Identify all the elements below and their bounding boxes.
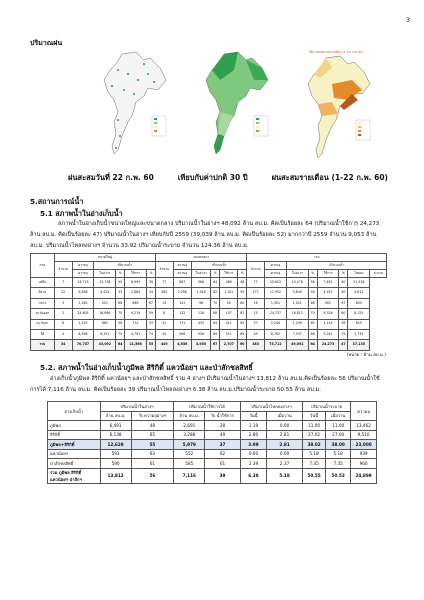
reservoir-name: รวม ภูมิพล สิริกิติ์ แควน้อยฯ ป่าสักฯ — [48, 468, 101, 483]
table-cell: 1,299 — [286, 319, 308, 329]
col-header: % — [147, 270, 156, 278]
table-cell: 34 — [54, 340, 72, 350]
table-cell: 89 — [211, 329, 220, 339]
table-cell: 283 — [155, 288, 173, 298]
table-cell: 7 — [54, 278, 72, 288]
map-caption-daily: ฝนสะสมวันที่ 22 ก.พ. 60 — [68, 173, 154, 182]
col-header: ไหลลง — [348, 270, 370, 278]
table-cell: 2,864 — [125, 288, 147, 298]
table-cell: 449 — [155, 340, 173, 350]
sub-header: ปริมาณน้ำ — [286, 262, 386, 270]
table-cell: 521 — [94, 298, 116, 308]
table-cell: 0.00 — [240, 449, 266, 459]
table-cell: 0.00 — [267, 449, 303, 459]
table-cell: 1,735 — [348, 329, 370, 339]
table-cell: 6.38 — [240, 468, 266, 483]
map-caption-monthly: ฝนสะสมรายเดือน (1-22 ก.พ. 60) — [271, 173, 388, 182]
table-cell: 75,712 — [265, 340, 287, 350]
table-cell: 605 — [348, 298, 370, 308]
paragraph-main-reservoirs: อ่างเก็บน้ำภูมิพล สิริกิติ์ แควน้อยฯ และป่าสักชลสิทธิ์ รวม 4 อ่างฯ มีปริมาณน้ำในอ่างฯ 13,812 ล้าน ลบ.ม.คิดเป็นร้อยละ 56 ปริมาณน้ำใช้การได้ 7,116 ล้าน ลบ.ม. คิดเป็นร้อยละ 39 ปริมาณน้ำไหลลงอ่างฯ 6.38 ล้าน ลบ.ม.ปริมาณน้ำระบาย 50.55 ล้าน ลบ.ม. — [30, 376, 380, 393]
table-row — [48, 421, 377, 431]
table-cell: 77 — [247, 278, 265, 288]
table-cell: 2,096 — [173, 288, 191, 298]
col-header: ปริมาณน้ำในอ่างฯ — [100, 402, 174, 412]
table-cell: 39 — [205, 468, 240, 483]
table-cell: 55 — [220, 298, 238, 308]
table-row — [31, 278, 387, 288]
sub-header: วันนี้ — [302, 411, 325, 421]
table-cell: 141 — [173, 298, 191, 308]
table-cell: 12,629 — [100, 440, 131, 450]
table-cell: 585 — [174, 459, 205, 469]
table-cell: 55 — [131, 440, 174, 450]
table-cell: 62 — [238, 319, 247, 329]
table-cell: 70 — [116, 309, 125, 319]
table-cell: 74 — [147, 329, 156, 339]
col-header: ในอ่างฯ — [191, 270, 210, 278]
table-cell: 62 — [211, 288, 220, 298]
table-cell: 8,762 — [265, 329, 287, 339]
table-cell: 6,138 — [100, 430, 131, 440]
table-cell: 11.00 — [326, 421, 351, 431]
unit-note: (หน่วย : ล้าน ลบ.ม.) — [346, 353, 386, 358]
table-cell: 75 — [116, 329, 125, 339]
table-cell: 2.37 — [267, 459, 303, 469]
table-cell: 37,135 — [348, 340, 370, 350]
table-cell: 4,424 — [94, 288, 116, 298]
table-cell: 741 — [125, 319, 147, 329]
heading-reservoir: 5.1 สภาพน้ำในอ่างเก็บน้ำ — [40, 209, 123, 218]
table-cell: 87 — [238, 309, 247, 319]
table-cell: 23,000 — [351, 440, 377, 450]
sub-header: ความจุ — [173, 262, 191, 270]
table-cell: 27.00 — [326, 430, 351, 440]
table-row — [48, 430, 377, 440]
table-cell: 5,261 — [317, 329, 339, 339]
sub-header: เมื่อวาน — [267, 411, 303, 421]
table-cell: 731 — [173, 319, 191, 329]
table-cell: 21,328 — [348, 278, 370, 288]
table-cell: 7,462 — [317, 278, 339, 288]
table-cell: 67 — [211, 340, 220, 350]
table-cell: 49 — [308, 288, 317, 298]
table-cell: 593 — [100, 449, 131, 459]
table-cell: 511 — [220, 329, 238, 339]
table-cell: เหนือ — [31, 278, 55, 288]
table-cell: 13 — [155, 298, 173, 308]
table-cell: 45 — [116, 288, 125, 298]
table-cell: 88 — [211, 309, 220, 319]
table-cell: 902 — [317, 298, 339, 308]
col-header: ปริมาณน้ำใช้การได้ — [174, 402, 241, 412]
table-row — [31, 298, 387, 308]
table-cell: 55 — [116, 278, 125, 288]
table-cell: 51 — [155, 319, 173, 329]
table-cell: 483 — [247, 340, 265, 350]
col-header: ในอ่างฯ — [286, 270, 308, 278]
col-header: อ่างเก็บน้ำ — [48, 402, 101, 421]
col-header: % — [116, 270, 125, 278]
table-cell: 16 — [247, 298, 265, 308]
table-cell: 2.39 — [240, 459, 266, 469]
table-cell: 2 — [54, 309, 72, 319]
table-cell: 37 — [205, 440, 240, 450]
table-cell: 24,715 — [72, 278, 94, 288]
table-cell: 61 — [131, 459, 174, 469]
table-cell: 7.35 — [302, 459, 325, 469]
col-header: จำนวน — [155, 262, 173, 278]
reservoir-name: ภูมิพล+สิริกิติ์ — [48, 440, 101, 450]
reservoir-table — [30, 253, 387, 351]
table-cell: 2,707 — [220, 340, 238, 350]
table-cell: 47 — [339, 340, 348, 350]
sub-header: เมื่อวาน — [326, 411, 351, 421]
table-cell: 453 — [191, 319, 210, 329]
table-cell: 57 — [247, 319, 265, 329]
table-cell: 5.18 — [267, 468, 303, 483]
table-cell: 67 — [339, 298, 348, 308]
col-header: ความจุ — [351, 402, 377, 421]
table-cell: 590 — [100, 459, 131, 469]
sub-header: ความจุ — [72, 262, 94, 270]
table-cell: 5.18 — [302, 449, 325, 459]
table-cell: 1,021 — [286, 298, 308, 308]
table-cell: 48 — [238, 278, 247, 288]
table-cell: 12 — [54, 288, 72, 298]
table-cell: 489 — [220, 278, 238, 288]
table-cell: 50.55 — [302, 468, 325, 483]
table-cell: 24,605 — [72, 309, 94, 319]
table-cell: 6 — [54, 319, 72, 329]
table-cell: 25,602 — [265, 278, 287, 288]
col-header: จำนวน — [247, 262, 265, 278]
table-cell: 8,125 — [348, 309, 370, 319]
table-cell: 45 — [247, 329, 265, 339]
map-captions — [68, 172, 388, 184]
sub-header: % น้ำใช้การ — [205, 411, 240, 421]
table-row — [48, 440, 377, 450]
table-cell: 40 — [339, 288, 348, 298]
table-cell: 11,952 — [265, 288, 287, 298]
table-cell: 8 — [155, 309, 173, 319]
table-cell: 1,262 — [72, 298, 94, 308]
table-cell: 887 — [173, 278, 191, 288]
table-cell: 1,515 — [72, 319, 94, 329]
table-cell: 67 — [147, 298, 156, 308]
heading-water-situation: 5.สถานการณ์น้ำ — [30, 197, 84, 206]
table-cell: 65 — [131, 430, 174, 440]
reservoir-name: ภูมิพล — [48, 421, 101, 431]
table-cell: 62 — [205, 449, 240, 459]
table-cell: 3 — [54, 298, 72, 308]
table-cell: 3,950 — [191, 340, 210, 350]
table-cell: 1,154 — [317, 319, 339, 329]
table-row — [31, 288, 387, 298]
table-cell: 54 — [155, 329, 173, 339]
col-header: % — [238, 270, 247, 278]
table-cell: 566 — [191, 278, 210, 288]
table-cell: 70 — [211, 298, 220, 308]
table-cell: 5.18 — [326, 449, 351, 459]
col-header: ปริมาณน้ำไหลลงอ่างฯ — [240, 402, 302, 412]
table-cell: 58 — [339, 319, 348, 329]
table-cell: 6,491 — [100, 421, 131, 431]
col-header: ความจุ — [173, 270, 191, 278]
table-cell: 60 — [238, 340, 247, 350]
map-daily-rain — [88, 50, 176, 160]
table-cell: ตะวันตก — [31, 319, 55, 329]
table-cell: 9,219 — [125, 309, 147, 319]
table-cell: 59 — [238, 288, 247, 298]
table-cell: 116 — [191, 309, 210, 319]
table-cell: 2.80 — [240, 430, 266, 440]
table-cell: 4,167 — [317, 288, 339, 298]
table-cell: 0.00 — [267, 421, 303, 431]
table-cell: 14,278 — [286, 278, 308, 288]
main-reservoir-table — [47, 401, 377, 484]
table-cell: 1,101 — [220, 288, 238, 298]
table-cell: 28 — [205, 421, 240, 431]
table-cell: 39 — [147, 278, 156, 288]
table-cell: 9,510 — [351, 430, 377, 440]
table-cell: 40 — [339, 278, 348, 288]
table-cell: 4,791 — [125, 329, 147, 339]
sub-header: ความจุ — [265, 262, 287, 270]
table-cell: 960 — [351, 459, 377, 469]
table-cell: 61 — [205, 459, 240, 469]
sub-header: ปริมาณน้ำ — [94, 262, 156, 270]
table-cell: 11.00 — [302, 421, 325, 431]
table-cell: 24,273 — [317, 340, 339, 350]
map-monthly-rain — [292, 50, 380, 160]
table-cell: 24,899 — [351, 468, 377, 483]
table-cell: 49 — [205, 430, 240, 440]
col-header: จำนวน — [54, 262, 72, 278]
table-cell: 64 — [211, 319, 220, 329]
map-monthly-title: ปริมาณฝนสะสมรายเดือน (1-22 ก.พ. 60) — [308, 50, 364, 54]
table-cell: 8,598 — [72, 329, 94, 339]
table-cell: 4,612 — [348, 288, 370, 298]
page-number: 3 — [405, 16, 410, 24]
table-cell: 16,812 — [286, 309, 308, 319]
table-cell: 49,092 — [286, 340, 308, 350]
table-cell: 68 — [116, 298, 125, 308]
table-cell: 98 — [191, 298, 210, 308]
table-row-total — [31, 340, 387, 350]
table-cell: 825 — [348, 319, 370, 329]
table-cell: 63 — [131, 449, 174, 459]
table-row — [31, 329, 387, 339]
table-cell: 1,346 — [191, 288, 210, 298]
table-cell: 55 — [147, 340, 156, 350]
col-header: ภาค — [31, 254, 55, 278]
table-cell: อีสาน — [31, 288, 55, 298]
table-row — [31, 319, 387, 329]
table-cell: 21,566 — [125, 340, 147, 350]
table-cell: 60 — [339, 309, 348, 319]
table-cell: ใต้ — [31, 329, 55, 339]
group-header: รวม — [247, 254, 387, 262]
table-cell: 598 — [173, 329, 191, 339]
col-header: ปริมาณน้ำระบาย — [302, 402, 350, 412]
col-header: ระบาย — [370, 270, 387, 278]
table-cell: 24,737 — [265, 309, 287, 319]
table-cell: 3.99 — [240, 440, 266, 450]
table-cell: 56 — [131, 468, 174, 483]
table-cell: 9,858 — [72, 288, 94, 298]
table-cell: 552 — [174, 449, 205, 459]
table-cell: 50.53 — [326, 468, 351, 483]
reservoir-name: แควน้อยฯ — [48, 449, 101, 459]
table-cell: 526 — [191, 329, 210, 339]
table-cell: 7.35 — [326, 459, 351, 469]
table-cell: 9,326 — [317, 309, 339, 319]
table-cell: 70 — [308, 309, 317, 319]
sub-header: ปริมาณน้ำ — [191, 262, 246, 270]
col-header: ใช้การ — [125, 270, 147, 278]
table-cell: 56 — [116, 319, 125, 329]
map-row — [88, 50, 380, 160]
table-cell: กลาง — [31, 298, 55, 308]
table-cell: 2,246 — [265, 319, 287, 329]
heading-main-reservoirs: 5.2. สภาพน้ำในอ่างเก็บน้ำภูมิพล สิริกิติ์ แควน้อยฯ และป่าสักชลสิทธิ์ — [40, 363, 253, 372]
col-header: ในอ่างฯ — [94, 270, 116, 278]
table-cell: 27.02 — [302, 430, 325, 440]
table-row — [48, 468, 377, 483]
paragraph-reservoir: สภาพน้ำในอ่างเก็บน้ำขนาดใหญ่และขนาดกลาง ปริมาณน้ำในอ่างฯ 48,092 ล้าน ลบ.ม. คิดเป็นร้อยละ 64 (ปริมาณน้ำใช้การ 24,273 ล้าน ลบ.ม. คิดเป็นร้อยละ 47) ปริมาณน้ำในอ่างฯ เทียบกับปี 2559 (39,039 ล้าน ลบ.ม. คิดเป็นร้อยละ 52) มากกว่าปี 2559 จำนวน 9,053 ล้าน ลบ.ม. ปริมาณน้ำไหลลงอ่างฯ จำนวน 33.92 ปริมาณน้ำระบาย จำนวน 124.36 ล้าน ลบ.ม. — [30, 221, 380, 249]
table-cell: 132 — [173, 309, 191, 319]
group-header: ขนาดใหญ่ — [54, 254, 155, 262]
table-cell: 15 — [247, 309, 265, 319]
table-cell: 75 — [339, 329, 348, 339]
table-cell: 64 — [116, 340, 125, 350]
col-header: % — [211, 270, 220, 278]
table-cell: รวม — [31, 340, 55, 350]
sub-header: ล้าน ลบ.ม. — [174, 411, 205, 421]
map-normal-compare — [190, 50, 278, 160]
table-cell: 64 — [211, 278, 220, 288]
table-cell: 68 — [308, 298, 317, 308]
table-cell: 6,993 — [125, 278, 147, 288]
col-header: ความจุ — [72, 270, 94, 278]
table-cell: 1,301 — [265, 298, 287, 308]
table-cell: 4,636 — [173, 340, 191, 350]
table-cell: 107 — [220, 309, 238, 319]
table-cell: 411 — [220, 319, 238, 329]
table-cell: 56 — [308, 278, 317, 288]
col-header: % — [339, 270, 348, 278]
table-cell: 13,738 — [94, 278, 116, 288]
section-title: ปริมาณฝน — [30, 39, 63, 47]
table-cell: 2.81 — [267, 440, 303, 450]
table-cell: 939 — [351, 449, 377, 459]
table-cell: 862 — [94, 319, 116, 329]
table-cell: 38.00 — [326, 440, 351, 450]
table-cell: ตะวันออก — [31, 309, 55, 319]
table-cell: 86 — [308, 329, 317, 339]
table-cell: 64 — [308, 340, 317, 350]
table-cell: 6,351 — [94, 329, 116, 339]
col-header: ใช้การ — [220, 270, 238, 278]
table-cell: 59 — [147, 309, 156, 319]
table-cell: 2,691 — [174, 421, 205, 431]
table-cell: 2.81 — [267, 430, 303, 440]
table-cell: 34 — [147, 288, 156, 298]
table-row — [31, 309, 387, 319]
table-cell: 53 — [147, 319, 156, 329]
col-header: % — [308, 270, 317, 278]
table-cell: 77 — [155, 278, 173, 288]
reservoir-name: สิริกิติ์ — [48, 430, 101, 440]
table-cell: 89 — [238, 329, 247, 339]
table-cell: 4 — [54, 329, 72, 339]
table-cell: 5,979 — [174, 440, 205, 450]
map-caption-normal: เทียบกับค่าปกติ 30 ปี — [177, 173, 248, 182]
table-cell: 13,462 — [351, 421, 377, 431]
table-cell: 60 — [308, 319, 317, 329]
reservoir-name: ป่าสักชลสิทธิ์ — [48, 459, 101, 469]
table-cell: 1.19 — [240, 421, 266, 431]
col-header: ใช้การ — [317, 270, 339, 278]
table-cell: 48 — [131, 421, 174, 431]
table-cell: 16,696 — [94, 309, 116, 319]
table-cell: 7,537 — [286, 329, 308, 339]
sub-header: % ความจุอ่างฯ — [131, 411, 174, 421]
table-cell: 43,092 — [94, 340, 116, 350]
group-header: ขนาดกลาง — [155, 254, 246, 262]
table-cell: 13,812 — [100, 468, 131, 483]
table-cell: 7,116 — [174, 468, 205, 483]
sub-header: วันนี้ — [240, 411, 266, 421]
table-cell: 70,757 — [72, 340, 94, 350]
table-cell: 38.02 — [302, 440, 325, 450]
table-row — [48, 449, 377, 459]
col-header: ความจุ — [265, 270, 287, 278]
table-cell: 5,849 — [286, 288, 308, 298]
table-cell: 277 — [247, 288, 265, 298]
table-cell: 60 — [238, 298, 247, 308]
sub-header: ล้าน ลบ.ม. — [100, 411, 131, 421]
table-row — [48, 459, 377, 469]
table-cell: 865 — [125, 298, 147, 308]
table-cell: 3,288 — [174, 430, 205, 440]
